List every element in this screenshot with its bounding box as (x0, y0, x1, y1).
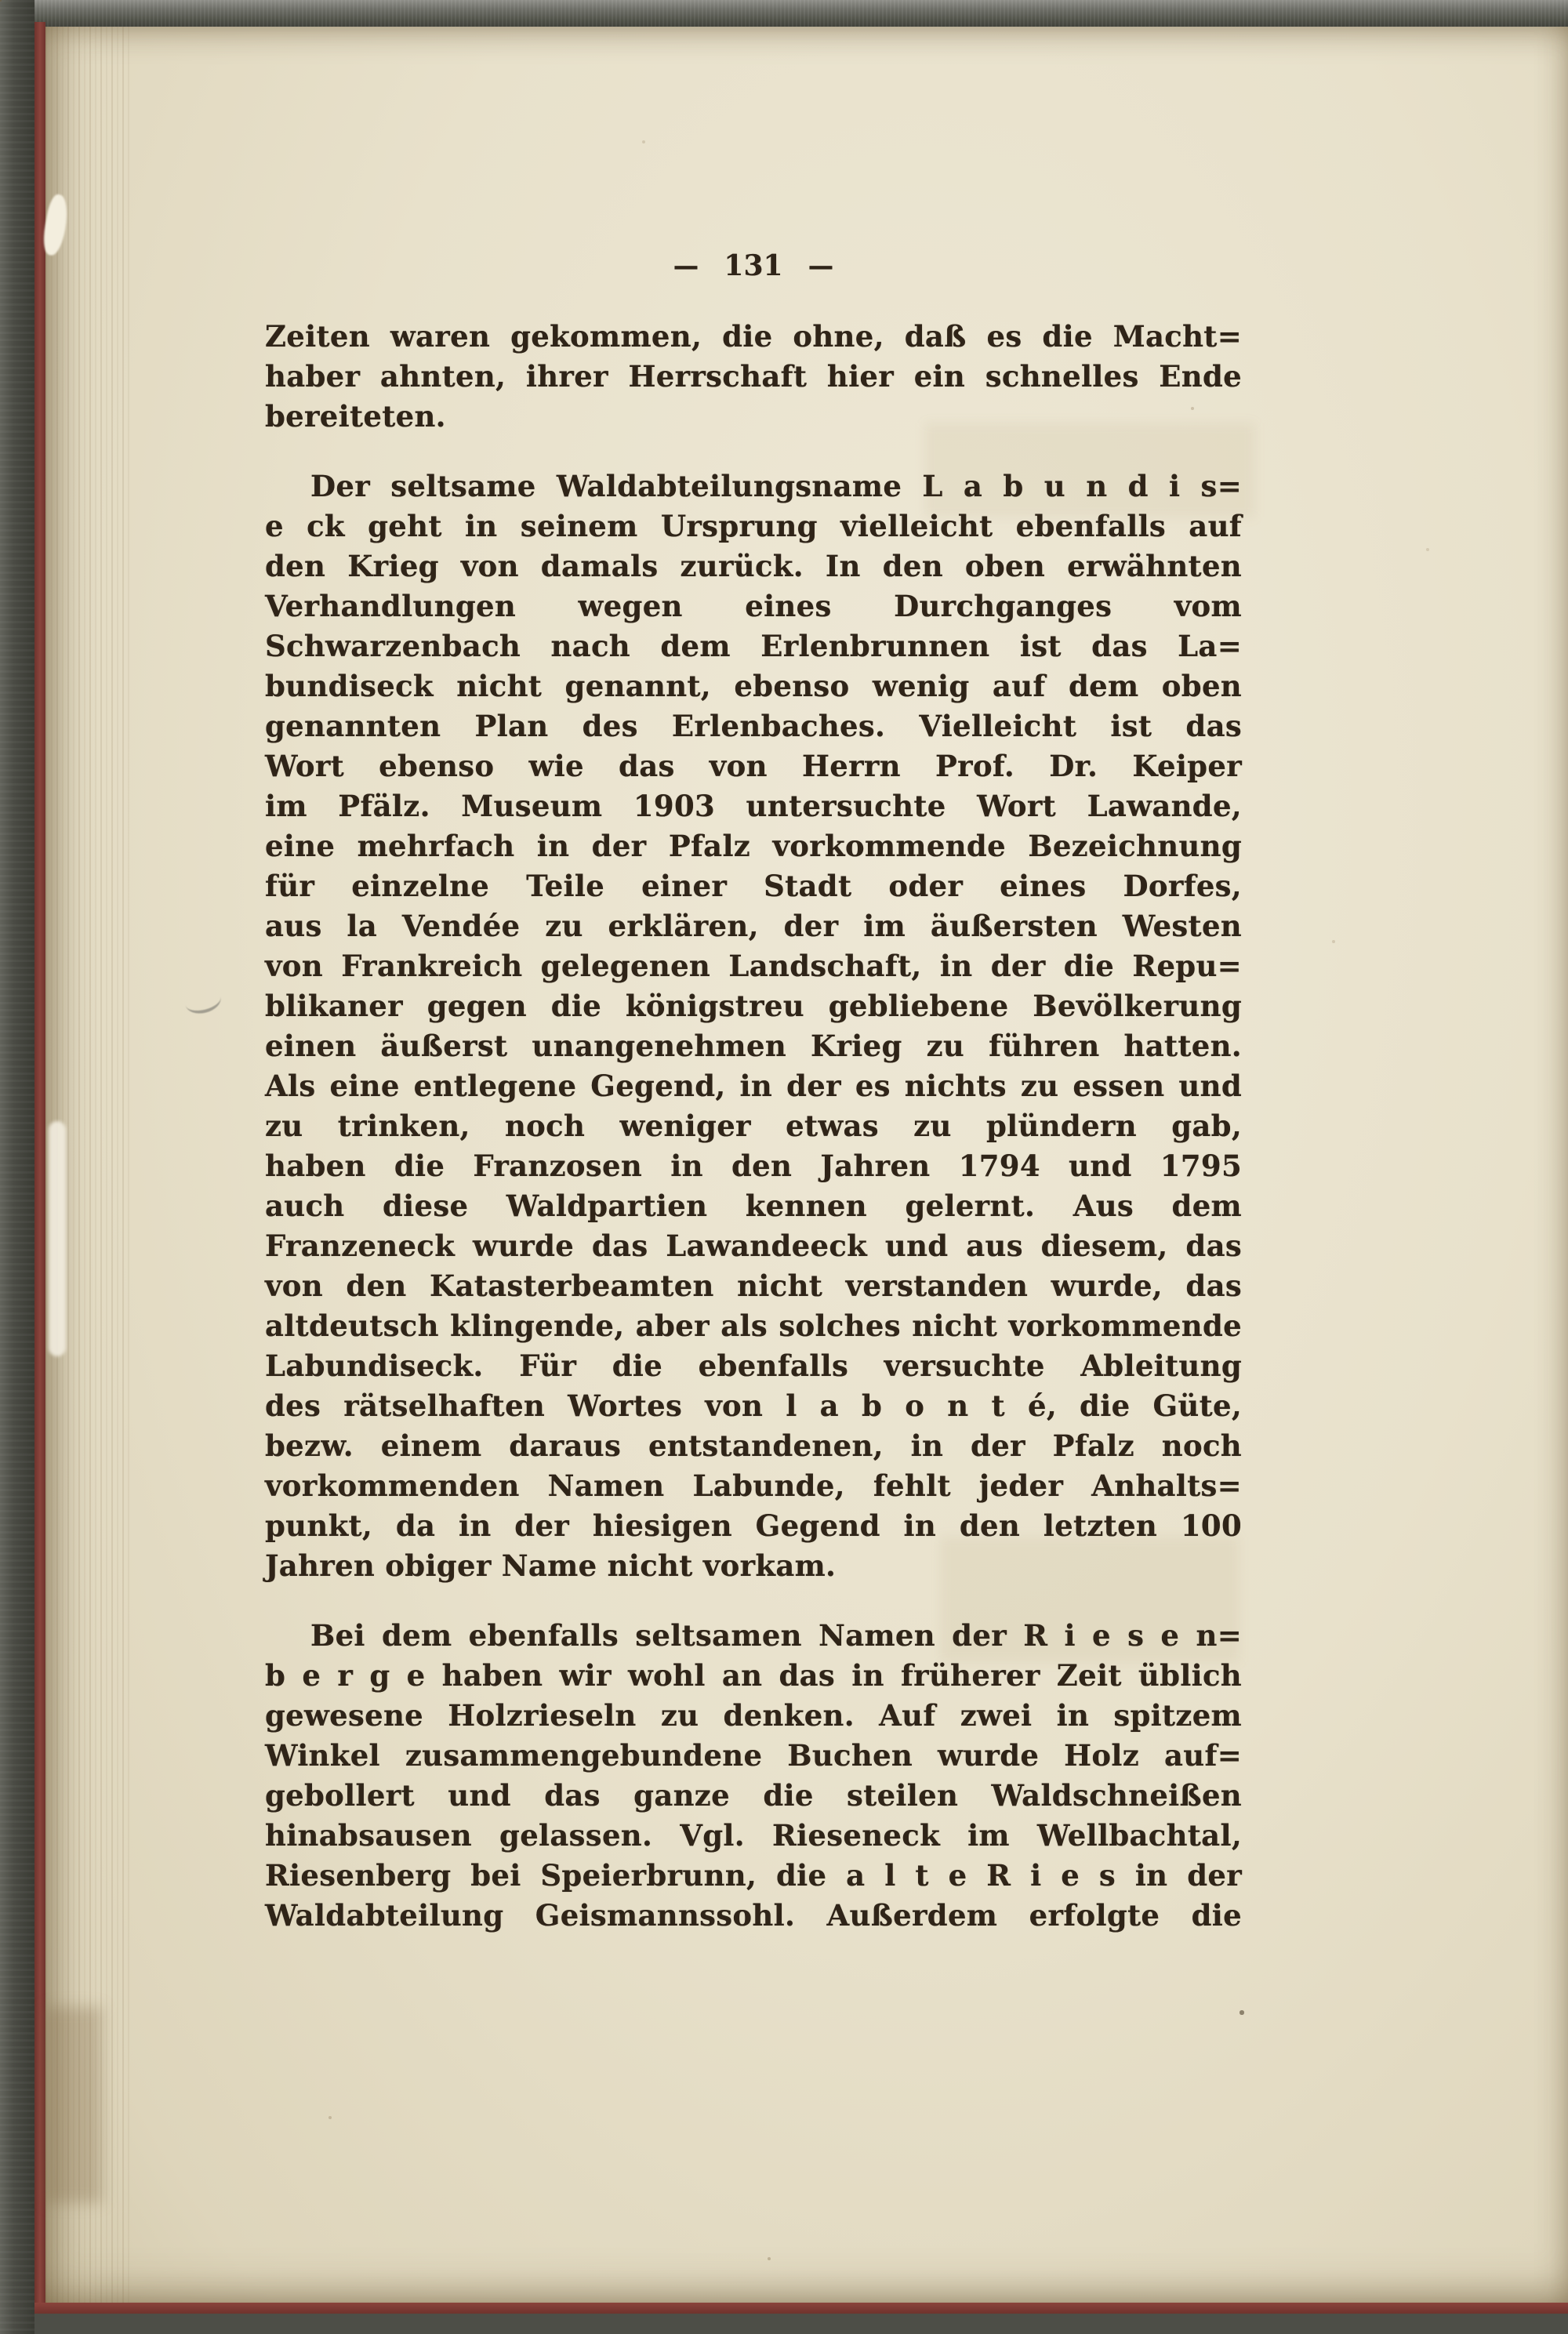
page-text (265, 317, 1242, 1936)
paragraph (265, 466, 1242, 1586)
book-cover-left-edge (0, 0, 34, 2334)
text-line: auch diese Waldpartien kennen gelernt. Aus dem (265, 1189, 1242, 1223)
page-header-dash-right: — (808, 249, 833, 282)
text-line: einen äußerst unangenehmen Krieg zu führen hatten. (265, 1029, 1242, 1063)
text-line: von Frankreich gelegenen Landschaft, in der die Repu= (265, 949, 1242, 983)
text-line: Zeiten waren gekommen, die ohne, daß es die Macht= (265, 319, 1242, 354)
paragraph (265, 1616, 1242, 1936)
binding-shadow (45, 2007, 102, 2203)
text-line: Jahren obiger Name nicht vorkam. (265, 1548, 837, 1583)
board-edge-left (34, 22, 45, 2307)
text-line: hinabsausen gelassen. Vgl. Rieseneck im Wellbachtal, (265, 1818, 1242, 1853)
text-line: eine mehrfach in der Pfalz vorkommende Bezeichnung (265, 829, 1242, 863)
text-line: den Krieg von damals zurück. In den oben erwähnten (265, 549, 1242, 583)
text-line: gewesene Holzrieseln zu denken. Auf zwei in spitzem (265, 1698, 1242, 1733)
paragraph (265, 317, 1242, 437)
text-line: Waldabteilung Geismannssohl. Außerdem erfolgte die (265, 1898, 1242, 1933)
text-line: zu trinken, noch weniger etwas zu plündern gab, (265, 1109, 1242, 1143)
page-header (265, 249, 1242, 282)
text-line: bereiteten. (265, 399, 446, 434)
text-line: Riesenberg bei Speierbrunn, die a l t e R i e s in der (265, 1858, 1242, 1893)
text-line: Labundiseck. Für die ebenfalls versuchte Ableitung (265, 1348, 1242, 1383)
text-line: aus la Vendée zu erklären, der im äußersten Westen (265, 909, 1242, 943)
text-line: Bei dem ebenfalls seltsamen Namen der R i e s e n= (310, 1618, 1242, 1653)
text-line: Verhandlungen wegen eines Durchganges vom (265, 589, 1242, 623)
paper-chip (49, 1121, 66, 1356)
text-line: bezw. einem daraus entstandenen, in der Pfalz noch (265, 1428, 1242, 1463)
text-line: von den Katasterbeamten nicht verstanden wurde, das (265, 1269, 1242, 1303)
text-line: altdeutsch klingende, aber als solches nicht vorkommende (265, 1309, 1242, 1343)
text-line: gebollert und das ganze die steilen Waldschneißen (265, 1778, 1242, 1813)
text-line: Winkel zusammengebundene Buchen wurde Holz auf= (265, 1738, 1242, 1773)
board-edge-bottom (34, 2303, 1568, 2314)
text-line: vorkommenden Namen Labunde, fehlt jeder Anhalts= (265, 1468, 1242, 1503)
text-line: b e r g e haben wir wohl an das in früherer Zeit üblich (265, 1658, 1242, 1693)
text-line: blikaner gegen die königstreu gebliebene Bevölkerung (265, 989, 1242, 1023)
text-line: haben die Franzosen in den Jahren 1794 und 1795 (265, 1149, 1242, 1183)
page-number: 131 (724, 249, 783, 282)
text-line: bundiseck nicht genannt, ebenso wenig auf dem oben (265, 669, 1242, 703)
text-line: genannten Plan des Erlenbaches. Vielleicht ist das (265, 709, 1242, 743)
text-line: haber ahnten, ihrer Herrschaft hier ein schnelles Ende (265, 359, 1242, 394)
text-line: Der seltsame Waldabteilungsname L a b u n d i s= (310, 469, 1242, 503)
foxing-specks (0, 0, 2, 2)
text-line: Als eine entlegene Gegend, in der es nichts zu essen und (265, 1069, 1242, 1103)
text-line: Wort ebenso wie das von Herrn Prof. Dr. Keiper (265, 749, 1242, 783)
text-line: im Pfälz. Museum 1903 untersuchte Wort Lawande, (265, 789, 1242, 823)
page-header-dash-left: — (673, 249, 699, 282)
text-line: des rätselhaften Wortes von l a b o n t é, die Güte, (265, 1388, 1242, 1423)
text-line: für einzelne Teile einer Stadt oder eines Dorfes, (265, 869, 1242, 903)
text-line: e ck geht in seinem Ursprung vielleicht ebenfalls auf (265, 509, 1242, 543)
text-line: Franzeneck wurde das Lawandeeck und aus diesem, das (265, 1229, 1242, 1263)
text-line: Schwarzenbach nach dem Erlenbrunnen ist das La= (265, 629, 1242, 663)
book-cover-top-edge (0, 0, 1568, 28)
text-line: punkt, da in der hiesigen Gegend in den letzten 100 (265, 1508, 1242, 1543)
